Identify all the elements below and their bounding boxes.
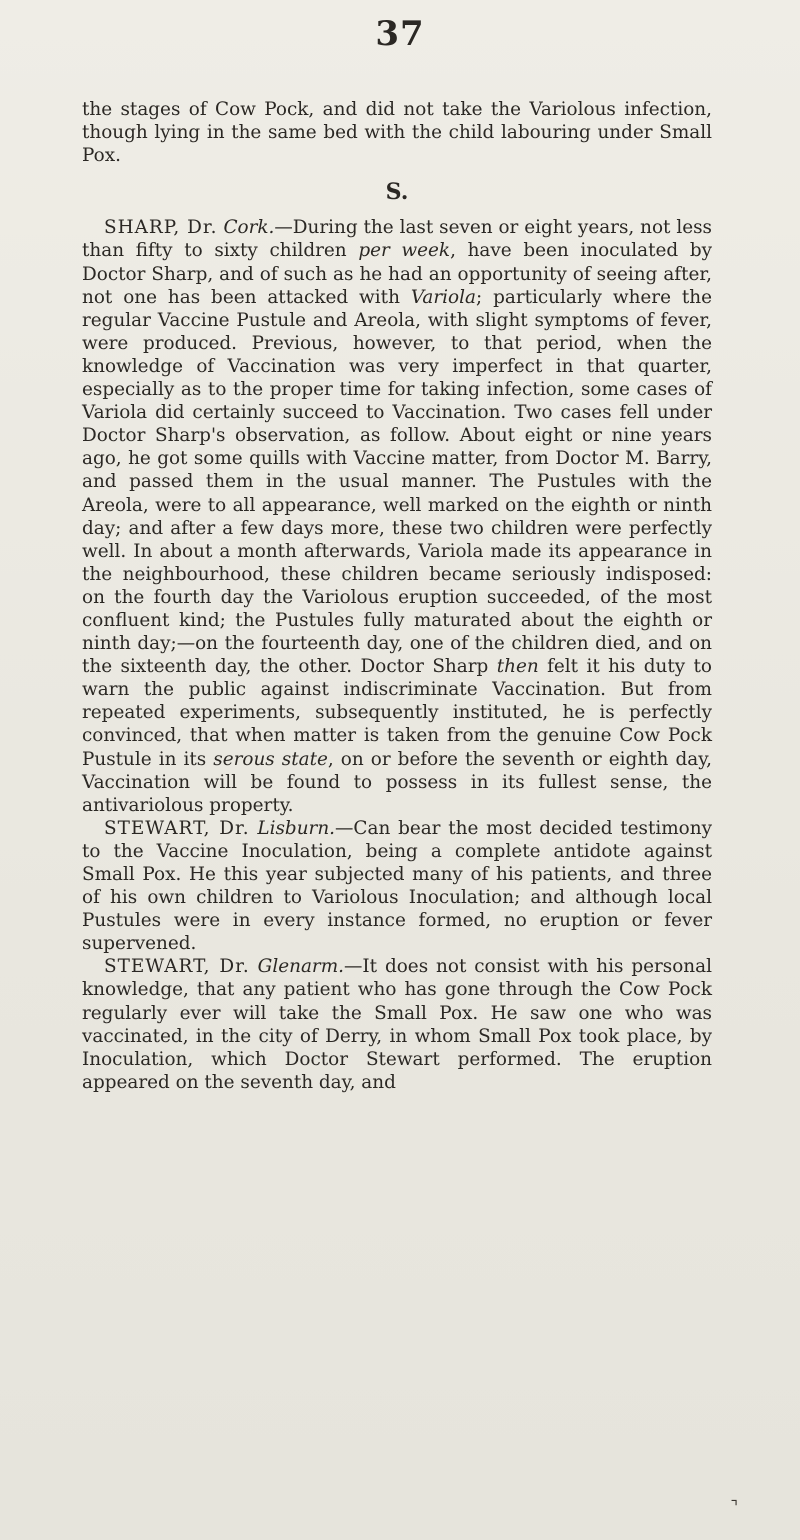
entry-name: STEWART, Dr. xyxy=(104,956,250,978)
entry-name: STEWART, Dr. xyxy=(104,817,250,839)
entry-text: felt it his duty to warn the public against indiscriminate Vaccination. But from repeated experiments, subsequently instituted, he is perfectly convinced, that when matter is taken from the genuine Cow Pock Pustule in its xyxy=(82,656,712,770)
printer-mark: ⌝ xyxy=(730,1497,738,1516)
italic-phrase: serous state xyxy=(213,748,328,770)
italic-phrase: per week xyxy=(358,240,451,262)
page-body xyxy=(82,98,712,1094)
entry-text: —It does not consist with his personal knowledge, that any patient who has gone through the Cow Pock regularly ever will take the Small Pox. He saw one who was vaccinated, in the city of Derry, in whom Small Pox took place, by Inoculation, which Doctor Stewart performed. The eruption appeared on the seventh day, and xyxy=(82,956,712,1093)
entry-paragraph xyxy=(82,216,712,816)
entry-place: Lisburn. xyxy=(257,817,336,839)
page-number: 37 xyxy=(375,14,425,54)
entry-text: ; particularly where the regular Vaccine Pustule and Areola, with slight symptoms of fever, were produced. Previous, however, to that period, when the knowledge of Vaccination was very imperfect in that quarter, especially as to the proper time for taking infection, some cases of Variola did certainly succeed to Vaccination. Two cases fell under Doctor Sharp's observation, as follow. About eight or nine years ago, he got some quills with Vaccine matter, from Doctor M. Barry, and passed them in the usual manner. The Pustules with the Areola, were to all appearance, well marked on the eighth or ninth day; and after a few days more, these two children were perfectly well. In about a month afterwards, Variola made its appearance in the neighbourhood, these children became seriously indisposed: on the fourth day the Variolous eruption succeeded, of the most confluent kind; the Pustules fully maturated about the eighth or ninth day;—on the fourteenth day, one of the children died, and on the sixteenth day, the other. Doctor Sharp xyxy=(82,286,713,678)
section-heading: S. xyxy=(385,179,409,206)
entry-list xyxy=(82,216,712,1094)
entry-place: Cork. xyxy=(223,217,275,239)
entry-place: Glenarm. xyxy=(257,956,345,978)
entry-text: —During the last seven or eight years, not less than fifty to sixty children xyxy=(82,217,712,262)
italic-phrase: Variola xyxy=(410,286,476,308)
entry-text: , have been inoculated by Doctor Sharp, and of such as he had an opportunity of seeing after, not one has been attacked with xyxy=(82,240,713,308)
entry-text: , on or before the seventh or eighth day, Vaccination will be found to possess in its fullest sense, the antivariolous property. xyxy=(82,748,712,816)
entry-paragraph xyxy=(82,955,712,1094)
italic-phrase: then xyxy=(496,656,539,678)
entry-text: —Can bear the most decided testimony to the Vaccine Inoculation, being a complete antidote against Small Pox. He this year subjected many of his patients, and three of his own children to Variolous Inoculation; and although local Pustules were in every instance formed, no eruption or fever supervened. xyxy=(82,817,712,955)
continuation-paragraph: the stages of Cow Pock, and did not take the Variolous infection, though lying in the same bed with the child labouring under Small Pox. xyxy=(82,99,712,167)
entry-name: SHARP, Dr. xyxy=(104,217,218,239)
entry-paragraph xyxy=(82,817,712,956)
